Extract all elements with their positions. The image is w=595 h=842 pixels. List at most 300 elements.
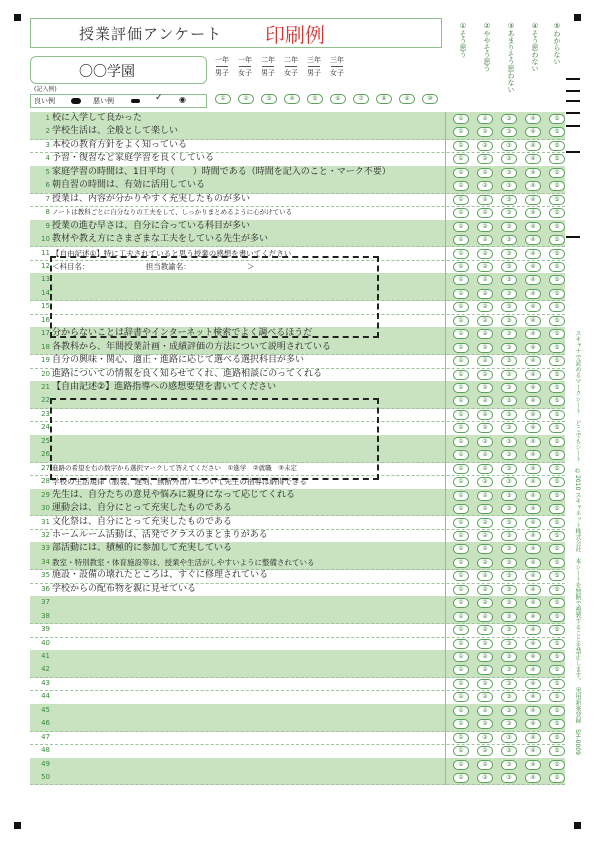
question-number: 3 — [45, 140, 50, 149]
answer-bubble-2[interactable]: ② — [477, 235, 493, 245]
question-text: 教室・特別教室・体育施設等は、授業や生活がしやすいように整備されている — [52, 557, 315, 567]
answer-bubble-5[interactable]: ⑤ — [549, 289, 565, 299]
answer-bubble-3[interactable]: ③ — [501, 665, 517, 675]
answer-bubble-1[interactable]: ① — [453, 141, 469, 151]
answer-bubble-2[interactable]: ② — [477, 464, 493, 474]
question-row — [30, 677, 565, 691]
answer-bubble-5[interactable]: ⑤ — [549, 235, 565, 245]
class-bubble-6[interactable]: ⑥ — [330, 94, 346, 104]
question-number: 11 — [41, 248, 50, 257]
answer-bubble-3[interactable]: ③ — [501, 760, 517, 770]
question-row — [30, 596, 565, 610]
answer-bubble-5[interactable]: ⑤ — [549, 343, 565, 353]
answer-bubble-4[interactable]: ④ — [525, 544, 541, 554]
answer-bubble-2[interactable]: ② — [477, 437, 493, 447]
answer-bubble-2[interactable]: ② — [477, 450, 493, 460]
answer-bubble-3[interactable]: ③ — [501, 625, 517, 635]
answer-bubble-1[interactable]: ① — [453, 262, 469, 272]
answer-bubble-2[interactable]: ② — [477, 585, 493, 595]
answer-bubble-5[interactable]: ⑤ — [549, 733, 565, 743]
answer-bubble-2[interactable]: ② — [477, 665, 493, 675]
answer-bubble-4[interactable]: ④ — [525, 773, 541, 783]
answer-bubble-4[interactable]: ④ — [525, 625, 541, 635]
free-text-box-1[interactable] — [50, 256, 379, 338]
question-row — [30, 152, 565, 166]
answer-bubble-2[interactable]: ② — [477, 733, 493, 743]
answer-bubble-3[interactable]: ③ — [501, 370, 517, 380]
answer-bubble-5[interactable]: ⑤ — [549, 396, 565, 406]
question-number: 46 — [41, 719, 50, 728]
answer-bubble-3[interactable]: ③ — [501, 706, 517, 716]
answer-bubble-5[interactable]: ⑤ — [549, 208, 565, 218]
answer-bubble-3[interactable]: ③ — [501, 746, 517, 756]
class-bubble-5[interactable]: ⑤ — [307, 94, 323, 104]
answer-bubble-2[interactable]: ② — [477, 356, 493, 366]
answer-bubble-5[interactable]: ⑤ — [549, 598, 565, 608]
answer-bubble-3[interactable]: ③ — [501, 249, 517, 259]
class-bubble-4[interactable]: ④ — [284, 94, 300, 104]
answer-bubble-4[interactable]: ④ — [525, 464, 541, 474]
answer-bubble-4[interactable]: ④ — [525, 477, 541, 487]
answer-bubble-1[interactable]: ① — [453, 329, 469, 339]
question-text: 文化祭は、自分にとって充実したものである — [52, 516, 232, 527]
answer-bubble-4[interactable]: ④ — [525, 154, 541, 164]
answer-bubble-3[interactable]: ③ — [501, 504, 517, 514]
answer-bubble-1[interactable]: ① — [453, 437, 469, 447]
answer-bubble-3[interactable]: ③ — [501, 356, 517, 366]
question-row — [30, 502, 565, 516]
answer-bubble-3[interactable]: ③ — [501, 302, 517, 312]
answer-bubble-4[interactable]: ④ — [525, 531, 541, 541]
question-text: ＜科目名： 担当教諭名： ＞ — [52, 261, 255, 271]
answer-bubble-4[interactable]: ④ — [525, 235, 541, 245]
answer-bubble-4[interactable]: ④ — [525, 639, 541, 649]
question-row — [30, 771, 565, 785]
answer-bubble-1[interactable]: ① — [453, 343, 469, 353]
answer-bubble-1[interactable]: ① — [453, 289, 469, 299]
answer-bubble-1[interactable]: ① — [453, 222, 469, 232]
answer-bubble-3[interactable]: ③ — [501, 692, 517, 702]
answer-bubble-2[interactable]: ② — [477, 343, 493, 353]
answer-bubble-1[interactable]: ① — [453, 585, 469, 595]
answer-bubble-1[interactable]: ① — [453, 652, 469, 662]
answer-bubble-4[interactable]: ④ — [525, 746, 541, 756]
answer-bubble-1[interactable]: ① — [453, 625, 469, 635]
answer-bubble-4[interactable]: ④ — [525, 558, 541, 568]
answer-bubble-4[interactable]: ④ — [525, 181, 541, 191]
answer-bubble-5[interactable]: ⑤ — [549, 222, 565, 232]
answer-bubble-1[interactable]: ① — [453, 531, 469, 541]
answer-bubble-3[interactable]: ③ — [501, 719, 517, 729]
answer-bubble-1[interactable]: ① — [453, 760, 469, 770]
answer-bubble-3[interactable]: ③ — [501, 464, 517, 474]
answer-bubble-1[interactable]: ① — [453, 692, 469, 702]
answer-bubble-1[interactable]: ① — [453, 733, 469, 743]
answer-bubble-2[interactable]: ② — [477, 383, 493, 393]
answer-bubble-5[interactable]: ⑤ — [549, 141, 565, 151]
question-number: 50 — [41, 773, 50, 782]
answer-bubble-5[interactable]: ⑤ — [549, 370, 565, 380]
answer-bubble-4[interactable]: ④ — [525, 733, 541, 743]
answer-bubble-2[interactable]: ② — [477, 262, 493, 272]
answer-bubble-2[interactable]: ② — [477, 746, 493, 756]
answer-bubble-2[interactable]: ② — [477, 114, 493, 124]
answer-bubble-3[interactable]: ③ — [501, 423, 517, 433]
answer-bubble-5[interactable]: ⑤ — [549, 450, 565, 460]
answer-bubble-2[interactable]: ② — [477, 558, 493, 568]
answer-bubble-2[interactable]: ② — [477, 127, 493, 137]
answer-bubble-5[interactable]: ⑤ — [549, 558, 565, 568]
answer-bubble-3[interactable]: ③ — [501, 343, 517, 353]
answer-bubble-1[interactable]: ① — [453, 679, 469, 689]
answer-bubble-2[interactable]: ② — [477, 396, 493, 406]
answer-bubble-2[interactable]: ② — [477, 302, 493, 312]
question-text: 部活動には、積極的に参加して充実している — [52, 543, 233, 554]
answer-bubble-4[interactable]: ④ — [525, 356, 541, 366]
answer-bubble-2[interactable]: ② — [477, 504, 493, 514]
answer-bubble-3[interactable]: ③ — [501, 141, 517, 151]
answer-bubble-1[interactable]: ① — [453, 249, 469, 259]
answer-bubble-5[interactable]: ⑤ — [549, 329, 565, 339]
answer-bubble-1[interactable]: ① — [453, 746, 469, 756]
answer-bubble-1[interactable]: ① — [453, 302, 469, 312]
answer-bubble-1[interactable]: ① — [453, 491, 469, 501]
answer-bubble-3[interactable]: ③ — [501, 262, 517, 272]
corner-mark-top-left — [14, 14, 21, 21]
answer-bubble-5[interactable]: ⑤ — [549, 356, 565, 366]
answer-bubble-1[interactable]: ① — [453, 356, 469, 366]
answer-bubble-4[interactable]: ④ — [525, 127, 541, 137]
answer-bubble-3[interactable]: ③ — [501, 114, 517, 124]
class-option-2 — [237, 56, 253, 77]
answer-bubble-2[interactable]: ② — [477, 773, 493, 783]
answer-bubble-2[interactable]: ② — [477, 679, 493, 689]
answer-bubble-1[interactable]: ① — [453, 706, 469, 716]
answer-bubble-3[interactable]: ③ — [501, 679, 517, 689]
question-row — [30, 583, 565, 597]
answer-bubble-1[interactable]: ① — [453, 773, 469, 783]
answer-bubble-3[interactable]: ③ — [501, 235, 517, 245]
answer-bubble-4[interactable]: ④ — [525, 262, 541, 272]
answer-bubble-5[interactable]: ⑤ — [549, 652, 565, 662]
answer-bubble-1[interactable]: ① — [453, 423, 469, 433]
answer-bubble-1[interactable]: ① — [453, 571, 469, 581]
answer-bubble-1[interactable]: ① — [453, 464, 469, 474]
answer-bubble-3[interactable]: ③ — [501, 168, 517, 178]
answer-bubble-3[interactable]: ③ — [501, 316, 517, 326]
answer-bubble-2[interactable]: ② — [477, 208, 493, 218]
answer-bubble-2[interactable]: ② — [477, 289, 493, 299]
answer-bubble-1[interactable]: ① — [453, 154, 469, 164]
answer-bubble-4[interactable]: ④ — [525, 518, 541, 528]
answer-bubble-4[interactable]: ④ — [525, 760, 541, 770]
answer-bubble-1[interactable]: ① — [453, 639, 469, 649]
answer-bubble-2[interactable]: ② — [477, 168, 493, 178]
answer-bubble-1[interactable]: ① — [453, 450, 469, 460]
answer-bubble-1[interactable]: ① — [453, 195, 469, 205]
answer-bubble-4[interactable]: ④ — [525, 410, 541, 420]
answer-bubble-4[interactable]: ④ — [525, 585, 541, 595]
question-text: 家庭学習の時間は、1日平均（ ）時間である（時間を記入のこと・マーク不要） — [52, 166, 391, 177]
answer-bubble-5[interactable]: ⑤ — [549, 262, 565, 272]
question-row — [30, 744, 565, 758]
scale-header-1: ①そう思う — [459, 22, 467, 58]
answer-bubble-3[interactable]: ③ — [501, 733, 517, 743]
answer-bubble-3[interactable]: ③ — [501, 222, 517, 232]
question-row — [30, 704, 565, 718]
answer-bubble-5[interactable]: ⑤ — [549, 181, 565, 191]
answer-bubble-1[interactable]: ① — [453, 208, 469, 218]
answer-bubble-5[interactable]: ⑤ — [549, 585, 565, 595]
answer-bubble-1[interactable]: ① — [453, 665, 469, 675]
answer-bubble-2[interactable]: ② — [477, 706, 493, 716]
answer-bubble-2[interactable]: ② — [477, 625, 493, 635]
answer-bubble-1[interactable]: ① — [453, 168, 469, 178]
answer-bubble-2[interactable]: ② — [477, 612, 493, 622]
answer-bubble-1[interactable]: ① — [453, 518, 469, 528]
question-number: 26 — [41, 450, 50, 459]
answer-bubble-5[interactable]: ⑤ — [549, 127, 565, 137]
answer-bubble-5[interactable]: ⑤ — [549, 544, 565, 554]
answer-bubble-4[interactable]: ④ — [525, 504, 541, 514]
class-bubble-1[interactable]: ① — [215, 94, 231, 104]
class-sex: 男子 — [215, 69, 229, 77]
answer-bubble-5[interactable]: ⑤ — [549, 423, 565, 433]
mark-example-label: (記入例) — [34, 86, 57, 93]
answer-bubble-3[interactable]: ③ — [501, 396, 517, 406]
answer-bubble-3[interactable]: ③ — [501, 652, 517, 662]
answer-bubble-5[interactable]: ⑤ — [549, 491, 565, 501]
answer-bubble-1[interactable]: ① — [453, 504, 469, 514]
answer-bubble-2[interactable]: ② — [477, 195, 493, 205]
answer-bubble-4[interactable]: ④ — [525, 437, 541, 447]
answer-bubble-2[interactable]: ② — [477, 370, 493, 380]
answer-bubble-4[interactable]: ④ — [525, 692, 541, 702]
answer-bubble-2[interactable]: ② — [477, 760, 493, 770]
answer-bubble-5[interactable]: ⑤ — [549, 692, 565, 702]
answer-bubble-4[interactable]: ④ — [525, 370, 541, 380]
answer-bubble-5[interactable]: ⑤ — [549, 531, 565, 541]
answer-bubble-4[interactable]: ④ — [525, 679, 541, 689]
answer-bubble-2[interactable]: ② — [477, 222, 493, 232]
answer-bubble-4[interactable]: ④ — [525, 706, 541, 716]
question-text: 進路についての情報を良く知らせてくれ、進路相談にのってくれる — [52, 368, 323, 379]
answer-bubble-2[interactable]: ② — [477, 544, 493, 554]
answer-bubble-5[interactable]: ⑤ — [549, 275, 565, 285]
answer-bubble-4[interactable]: ④ — [525, 289, 541, 299]
answer-bubble-5[interactable]: ⑤ — [549, 168, 565, 178]
answer-bubble-5[interactable]: ⑤ — [549, 518, 565, 528]
answer-bubble-5[interactable]: ⑤ — [549, 437, 565, 447]
answer-bubble-4[interactable]: ④ — [525, 195, 541, 205]
class-bubble-extra[interactable]: ⑧ — [376, 94, 392, 104]
class-bubble-extra[interactable]: ⑩ — [422, 94, 438, 104]
answer-bubble-5[interactable]: ⑤ — [549, 195, 565, 205]
good-example-label: 良い例 — [34, 97, 55, 105]
answer-bubble-3[interactable]: ③ — [501, 585, 517, 595]
answer-bubble-4[interactable]: ④ — [525, 665, 541, 675]
answer-bubble-4[interactable]: ④ — [525, 141, 541, 151]
answer-bubble-2[interactable]: ② — [477, 249, 493, 259]
answer-bubble-3[interactable]: ③ — [501, 410, 517, 420]
answer-bubble-5[interactable]: ⑤ — [549, 706, 565, 716]
answer-bubble-4[interactable]: ④ — [525, 598, 541, 608]
answer-bubble-2[interactable]: ② — [477, 141, 493, 151]
answer-bubble-2[interactable]: ② — [477, 692, 493, 702]
answer-bubble-2[interactable]: ② — [477, 181, 493, 191]
answer-bubble-5[interactable]: ⑤ — [549, 249, 565, 259]
answer-bubble-1[interactable]: ① — [453, 127, 469, 137]
answer-bubble-5[interactable]: ⑤ — [549, 679, 565, 689]
question-number: 49 — [41, 759, 50, 768]
answer-bubble-3[interactable]: ③ — [501, 289, 517, 299]
answer-bubble-3[interactable]: ③ — [501, 558, 517, 568]
answer-bubble-4[interactable]: ④ — [525, 571, 541, 581]
question-row — [30, 650, 565, 664]
answer-bubble-2[interactable]: ② — [477, 423, 493, 433]
answer-bubble-5[interactable]: ⑤ — [549, 571, 565, 581]
answer-bubble-1[interactable]: ① — [453, 558, 469, 568]
answer-bubble-2[interactable]: ② — [477, 652, 493, 662]
answer-bubble-3[interactable]: ③ — [501, 531, 517, 541]
answer-bubble-4[interactable]: ④ — [525, 316, 541, 326]
answer-bubble-5[interactable]: ⑤ — [549, 154, 565, 164]
answer-bubble-5[interactable]: ⑤ — [549, 665, 565, 675]
answer-bubble-4[interactable]: ④ — [525, 343, 541, 353]
answer-bubble-1[interactable]: ① — [453, 719, 469, 729]
answer-bubble-5[interactable]: ⑤ — [549, 760, 565, 770]
class-bubble-extra[interactable]: ⑨ — [399, 94, 415, 104]
answer-bubble-3[interactable]: ③ — [501, 544, 517, 554]
survey-title-box — [30, 18, 442, 48]
question-number: 22 — [41, 396, 50, 405]
answer-bubble-4[interactable]: ④ — [525, 114, 541, 124]
answer-bubble-2[interactable]: ② — [477, 154, 493, 164]
answer-bubble-2[interactable]: ② — [477, 719, 493, 729]
answer-bubble-4[interactable]: ④ — [525, 423, 541, 433]
answer-bubble-3[interactable]: ③ — [501, 208, 517, 218]
survey-title: 授業評価アンケート — [79, 25, 223, 43]
answer-bubble-4[interactable]: ④ — [525, 249, 541, 259]
answer-bubble-3[interactable]: ③ — [501, 450, 517, 460]
answer-bubble-1[interactable]: ① — [453, 598, 469, 608]
answer-bubble-3[interactable]: ③ — [501, 571, 517, 581]
answer-bubble-5[interactable]: ⑤ — [549, 625, 565, 635]
answer-bubble-5[interactable]: ⑤ — [549, 773, 565, 783]
answer-bubble-5[interactable]: ⑤ — [549, 746, 565, 756]
answer-bubble-3[interactable]: ③ — [501, 195, 517, 205]
answer-bubble-2[interactable]: ② — [477, 571, 493, 581]
answer-bubble-4[interactable]: ④ — [525, 208, 541, 218]
answer-bubble-2[interactable]: ② — [477, 316, 493, 326]
answer-bubble-3[interactable]: ③ — [501, 329, 517, 339]
answer-bubble-2[interactable]: ② — [477, 639, 493, 649]
class-bubble-2[interactable]: ② — [238, 94, 254, 104]
answer-bubble-4[interactable]: ④ — [525, 491, 541, 501]
answer-bubble-2[interactable]: ② — [477, 477, 493, 487]
answer-bubble-4[interactable]: ④ — [525, 168, 541, 178]
answer-bubble-2[interactable]: ② — [477, 275, 493, 285]
class-option-1 — [214, 56, 230, 77]
answer-bubble-5[interactable]: ⑤ — [549, 316, 565, 326]
answer-bubble-3[interactable]: ③ — [501, 181, 517, 191]
answer-bubble-1[interactable]: ① — [453, 612, 469, 622]
answer-bubble-5[interactable]: ⑤ — [549, 639, 565, 649]
question-text: 学校の生活規律（服装、遅刻、無断外出）について先生の指導は納得できる — [52, 477, 307, 487]
answer-bubble-4[interactable]: ④ — [525, 612, 541, 622]
question-number: 42 — [41, 665, 50, 674]
answer-bubble-5[interactable]: ⑤ — [549, 302, 565, 312]
answer-bubble-2[interactable]: ② — [477, 491, 493, 501]
answer-bubble-2[interactable]: ② — [477, 410, 493, 420]
answer-bubble-1[interactable]: ① — [453, 370, 469, 380]
answer-bubble-3[interactable]: ③ — [501, 275, 517, 285]
class-bubble-extra[interactable]: ⑦ — [353, 94, 369, 104]
answer-bubble-5[interactable]: ⑤ — [549, 114, 565, 124]
answer-bubble-2[interactable]: ② — [477, 531, 493, 541]
question-number: 8 — [45, 208, 50, 217]
answer-bubble-4[interactable]: ④ — [525, 719, 541, 729]
answer-bubble-5[interactable]: ⑤ — [549, 477, 565, 487]
answer-bubble-3[interactable]: ③ — [501, 491, 517, 501]
answer-bubble-2[interactable]: ② — [477, 518, 493, 528]
answer-bubble-3[interactable]: ③ — [501, 383, 517, 393]
answer-bubble-4[interactable]: ④ — [525, 329, 541, 339]
answer-bubble-5[interactable]: ⑤ — [549, 504, 565, 514]
answer-bubble-5[interactable]: ⑤ — [549, 383, 565, 393]
answer-bubble-3[interactable]: ③ — [501, 518, 517, 528]
answer-bubble-5[interactable]: ⑤ — [549, 410, 565, 420]
answer-bubble-3[interactable]: ③ — [501, 437, 517, 447]
answer-bubble-1[interactable]: ① — [453, 477, 469, 487]
answer-bubble-3[interactable]: ③ — [501, 639, 517, 649]
answer-bubble-4[interactable]: ④ — [525, 222, 541, 232]
answer-bubble-5[interactable]: ⑤ — [549, 719, 565, 729]
answer-bubble-4[interactable]: ④ — [525, 275, 541, 285]
answer-bubble-3[interactable]: ③ — [501, 127, 517, 137]
answer-bubble-1[interactable]: ① — [453, 181, 469, 191]
answer-bubble-3[interactable]: ③ — [501, 598, 517, 608]
question-number: 43 — [41, 678, 50, 687]
class-bubble-3[interactable]: ③ — [261, 94, 277, 104]
answer-bubble-1[interactable]: ① — [453, 410, 469, 420]
answer-bubble-4[interactable]: ④ — [525, 302, 541, 312]
question-number: 32 — [41, 530, 50, 539]
answer-bubble-4[interactable]: ④ — [525, 383, 541, 393]
answer-bubble-3[interactable]: ③ — [501, 154, 517, 164]
answer-bubble-1[interactable]: ① — [453, 396, 469, 406]
question-text: 朝自習の時間は、有効に活用している — [52, 180, 206, 191]
answer-bubble-4[interactable]: ④ — [525, 396, 541, 406]
answer-bubble-4[interactable]: ④ — [525, 450, 541, 460]
answer-bubble-1[interactable]: ① — [453, 275, 469, 285]
answer-bubble-1[interactable]: ① — [453, 235, 469, 245]
answer-bubble-2[interactable]: ② — [477, 329, 493, 339]
answer-bubble-1[interactable]: ① — [453, 544, 469, 554]
answer-bubble-3[interactable]: ③ — [501, 773, 517, 783]
answer-bubble-4[interactable]: ④ — [525, 652, 541, 662]
answer-bubble-3[interactable]: ③ — [501, 477, 517, 487]
answer-bubble-1[interactable]: ① — [453, 114, 469, 124]
answer-bubble-5[interactable]: ⑤ — [549, 464, 565, 474]
answer-bubble-5[interactable]: ⑤ — [549, 612, 565, 622]
answer-bubble-1[interactable]: ① — [453, 383, 469, 393]
free-text-box-2[interactable] — [50, 398, 379, 480]
answer-bubble-1[interactable]: ① — [453, 316, 469, 326]
answer-bubble-3[interactable]: ③ — [501, 612, 517, 622]
question-number: 37 — [41, 598, 50, 607]
answer-bubble-2[interactable]: ② — [477, 598, 493, 608]
